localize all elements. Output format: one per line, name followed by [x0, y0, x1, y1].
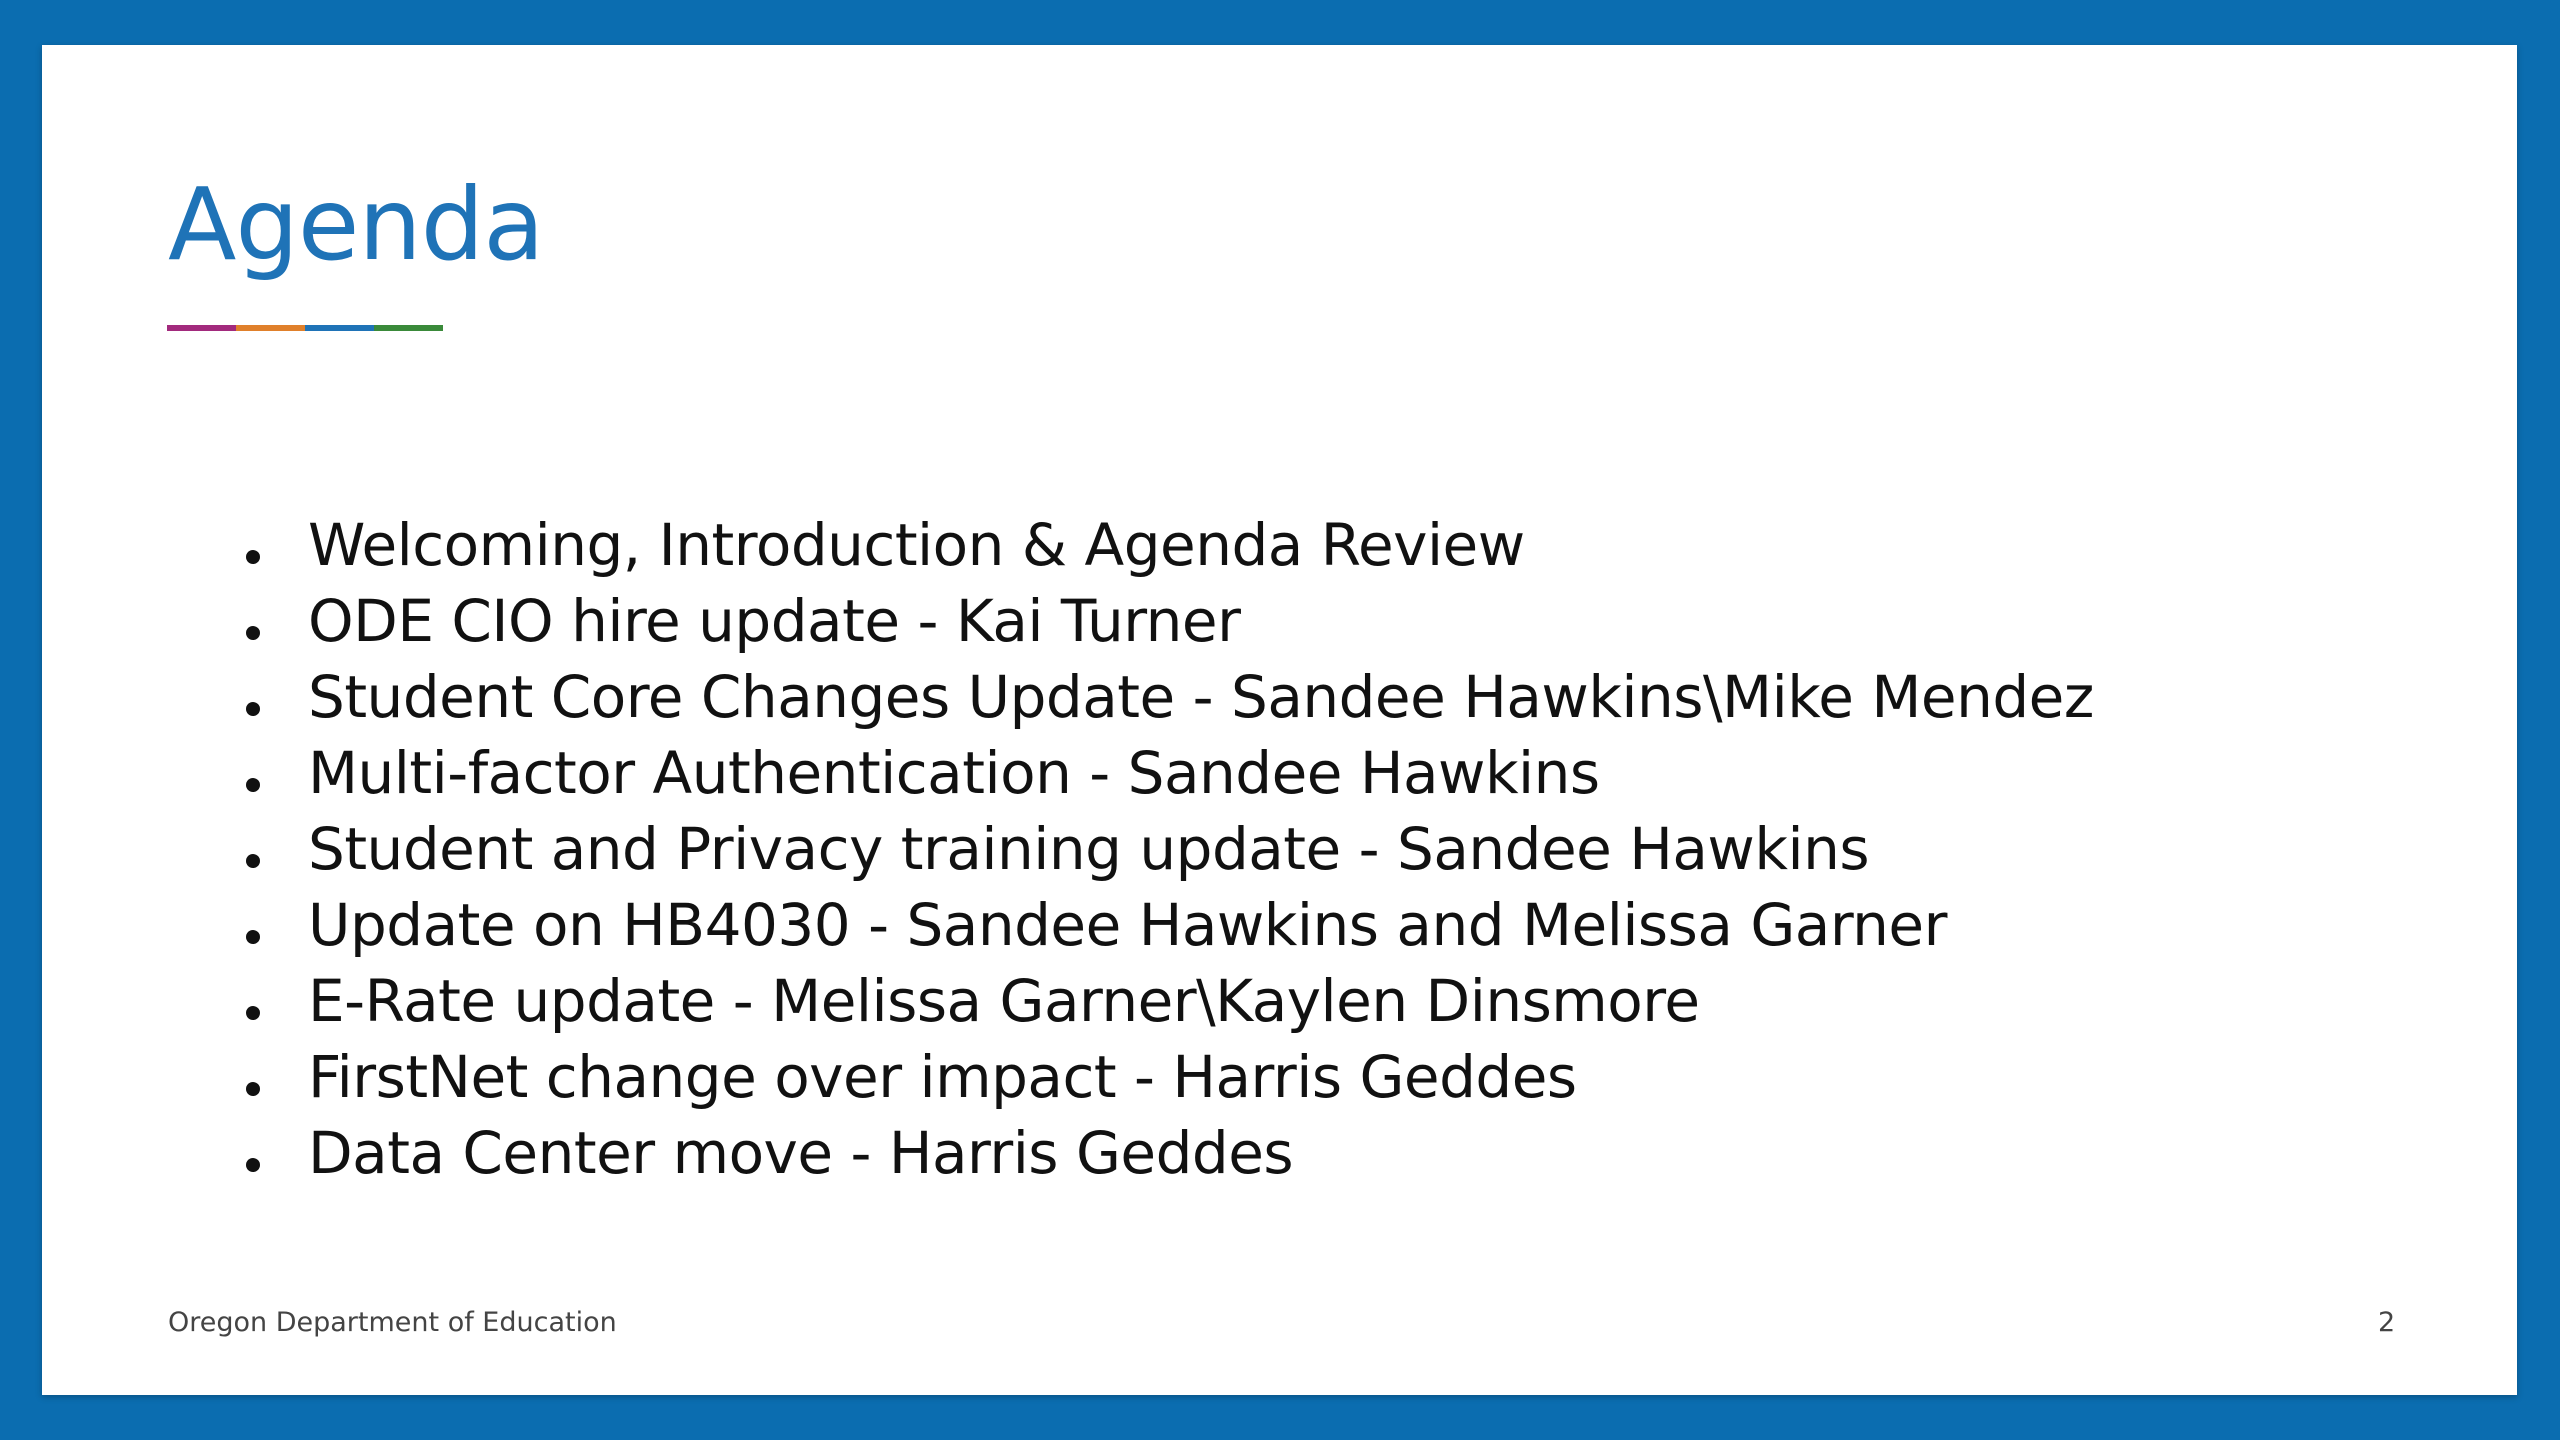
title-accent-bar — [167, 325, 443, 331]
agenda-item-e-rate — [180, 963, 2094, 1039]
accent-segment-3 — [305, 325, 374, 331]
agenda-item-label: Update on HB4030 - Sandee Hawkins and Melissa Garner — [308, 891, 1947, 959]
agenda-list — [180, 507, 2094, 1191]
agenda-item-label: Student and Privacy training update - Sandee Hawkins — [308, 815, 1870, 883]
bullet-icon — [246, 702, 260, 716]
footer-organization: Oregon Department of Education — [168, 1307, 617, 1338]
agenda-item-label: Student Core Changes Update - Sandee Hawkins\Mike Mendez — [308, 663, 2094, 731]
accent-segment-4 — [374, 325, 443, 331]
agenda-item-label: Welcoming, Introduction & Agenda Review — [308, 511, 1525, 579]
bullet-icon — [246, 626, 260, 640]
agenda-item-cio-hire — [180, 583, 2094, 659]
agenda-item-student-core — [180, 659, 2094, 735]
accent-segment-1 — [167, 325, 236, 331]
agenda-item-hb4030 — [180, 887, 2094, 963]
slide-canvas — [42, 45, 2517, 1395]
bullet-icon — [246, 930, 260, 944]
agenda-item-label: E-Rate update - Melissa Garner\Kaylen Dinsmore — [308, 967, 1700, 1035]
agenda-item-firstnet — [180, 1039, 2094, 1115]
bullet-icon — [246, 550, 260, 564]
agenda-item-mfa — [180, 735, 2094, 811]
slide-title: Agenda — [168, 166, 544, 283]
agenda-item-welcome — [180, 507, 2094, 583]
bullet-icon — [246, 1158, 260, 1172]
bullet-icon — [246, 1006, 260, 1020]
bullet-icon — [246, 778, 260, 792]
agenda-item-label: FirstNet change over impact - Harris Geddes — [308, 1043, 1577, 1111]
bullet-icon — [246, 854, 260, 868]
accent-segment-2 — [236, 325, 305, 331]
bullet-icon — [246, 1082, 260, 1096]
agenda-item-data-center — [180, 1115, 2094, 1191]
agenda-item-label: Multi-factor Authentication - Sandee Hawkins — [308, 739, 1600, 807]
slide-page-number: 2 — [2378, 1307, 2396, 1338]
agenda-item-privacy-training — [180, 811, 2094, 887]
agenda-item-label: Data Center move - Harris Geddes — [308, 1119, 1294, 1187]
agenda-item-label: ODE CIO hire update - Kai Turner — [308, 587, 1241, 655]
